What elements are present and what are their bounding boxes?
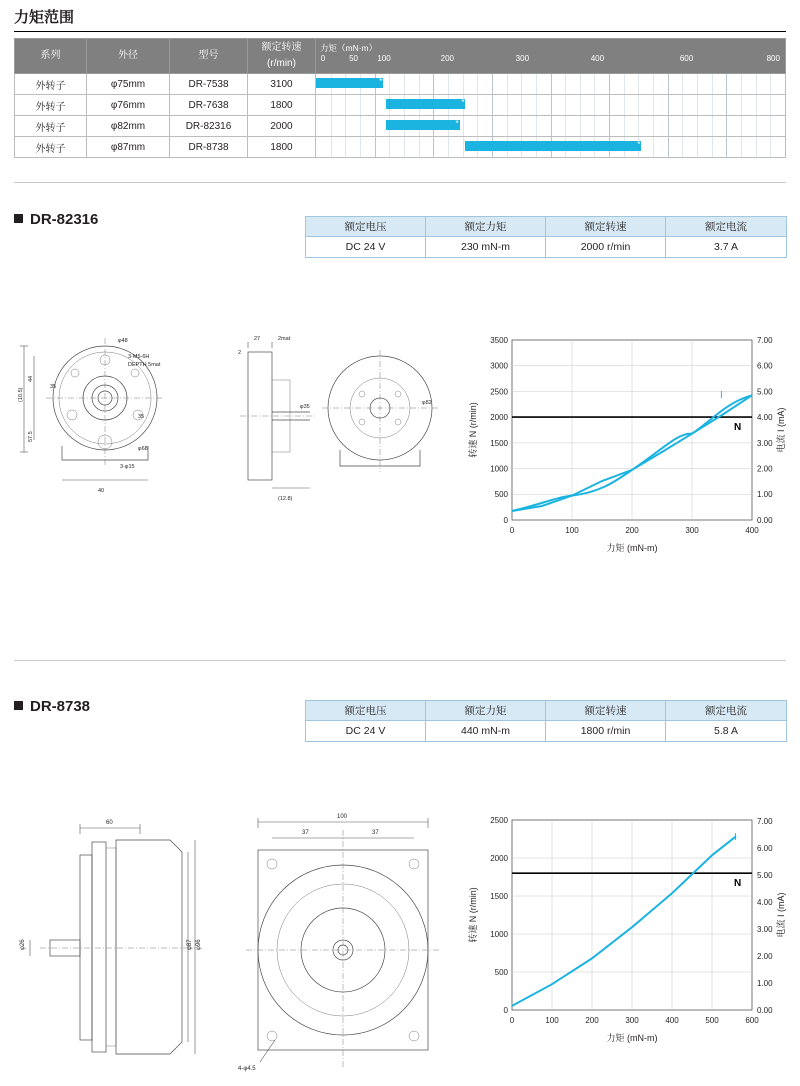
cell-model: DR-7638 [170,95,248,116]
spec-header-row [306,701,787,721]
cell-series: 外转子 [15,74,87,95]
svg-text:4.00: 4.00 [757,898,773,907]
svg-text:DEPTH 5mat: DEPTH 5mat [128,362,161,368]
spec-val-torque: 230 mN-m [426,237,546,258]
svg-text:37: 37 [302,830,309,836]
section-divider-2 [14,660,786,661]
cell-series: 外转子 [15,137,87,158]
spec-header-row [306,217,787,237]
bar-cap: * [379,77,383,86]
svg-text:3-φ15: 3-φ15 [120,464,135,470]
cell-bar [316,116,786,137]
svg-text:2500: 2500 [490,816,508,825]
cell-diameter: φ76mm [87,95,170,116]
bullet-square-icon [14,214,23,223]
page-title: 力矩范围 [14,9,75,26]
svg-text:φ82: φ82 [422,400,432,406]
svg-text:100: 100 [545,1016,559,1025]
svg-text:27: 27 [254,336,261,342]
model-title-1 [14,211,98,228]
table-header-row [15,39,786,74]
spec-val-current: 3.7 A [666,237,787,258]
cell-bar [316,95,786,116]
spec-val-torque: 440 mN-m [426,721,546,742]
svg-text:2500: 2500 [490,387,508,397]
cell-series: 外转子 [15,116,87,137]
spec-value-row [306,237,787,258]
spec-val-voltage: DC 24 V [306,237,426,258]
cell-diameter: φ75mm [87,74,170,95]
svg-text:35: 35 [50,384,57,390]
spec-col-current: 额定电流 [666,217,787,237]
spec-table-2 [305,700,787,742]
svg-text:φ87: φ87 [187,939,193,950]
model-name: DR-82316 [30,211,99,228]
spec-val-speed: 1800 r/min [546,721,666,742]
svg-text:0: 0 [503,516,508,525]
bar-cap: * [637,140,641,149]
svg-text:3-M5-6H: 3-M5-6H [128,354,150,360]
dimension-drawing-2 [10,800,450,1075]
svg-text:1000: 1000 [490,464,508,474]
spec-col-voltage: 额定电压 [306,217,426,237]
svg-text:力矩 (mN-m): 力矩 (mN-m) [606,543,658,553]
svg-text:2: 2 [238,350,242,356]
svg-text:2000: 2000 [490,854,508,863]
svg-text:0.00: 0.00 [757,1006,773,1015]
svg-text:600: 600 [745,1016,759,1025]
spec-val-voltage: DC 24 V [306,721,426,742]
bar-grid [316,74,785,94]
svg-text:35: 35 [138,414,145,420]
svg-text:I: I [720,390,723,401]
title-divider [14,31,786,32]
svg-text:3.00: 3.00 [757,439,773,448]
svg-text:2.00: 2.00 [757,464,773,474]
svg-text:400: 400 [745,526,759,535]
svg-text:力矩 (mN-m): 力矩 (mN-m) [606,1033,658,1043]
svg-text:100: 100 [337,814,348,820]
svg-text:5.00: 5.00 [757,387,773,397]
svg-text:3.00: 3.00 [757,925,773,934]
svg-text:0: 0 [509,526,515,535]
tick-300: 300 [515,54,530,63]
svg-text:1000: 1000 [490,930,508,939]
dimension-drawing-1 [10,320,450,530]
svg-text:1.00: 1.00 [757,490,773,499]
spec-col-speed: 额定转速 [546,217,666,237]
cell-bar [316,74,786,95]
svg-text:2mat: 2mat [278,336,291,342]
col-torque-scale [316,39,786,74]
torque-bar [465,141,641,151]
svg-text:4.00: 4.00 [757,413,773,422]
svg-text:300: 300 [685,526,699,535]
cell-bar [316,137,786,158]
table-row [15,74,786,95]
svg-text:7.00: 7.00 [757,817,773,826]
svg-text:0: 0 [509,1016,515,1025]
svg-text:7.00: 7.00 [757,336,773,345]
svg-text:3500: 3500 [490,336,508,345]
svg-text:100: 100 [565,526,579,535]
svg-text:1500: 1500 [490,439,508,448]
spec-col-torque: 额定力矩 [426,701,546,721]
svg-text:0.00: 0.00 [757,516,773,525]
svg-text:500: 500 [494,968,508,977]
svg-text:57.5: 57.5 [28,431,34,442]
col-diameter: 外径 [87,39,170,74]
tick-0: 0 [320,54,326,63]
svg-text:60: 60 [106,820,113,826]
torque-axis-label: 力矩（mN·m） [320,43,378,53]
tick-800: 800 [766,54,780,63]
bullet-square-icon [14,701,23,710]
spec-val-speed: 2000 r/min [546,237,666,258]
torque-bar [316,78,383,88]
svg-text:φ68: φ68 [138,446,148,452]
svg-text:500: 500 [494,490,508,499]
svg-text:1.00: 1.00 [757,979,773,988]
cell-diameter: φ87mm [87,137,170,158]
cell-model: DR-7538 [170,74,248,95]
cell-model: DR-82316 [170,116,248,137]
svg-text:200: 200 [625,526,639,535]
cell-speed: 1800 [248,137,316,158]
table-row [15,116,786,137]
cell-diameter: φ82mm [87,116,170,137]
tick-200: 200 [440,54,454,63]
spec-value-row [306,721,787,742]
spec-val-current: 5.8 A [666,721,787,742]
svg-text:电流 I (mA): 电流 I (mA) [776,892,786,938]
torque-range-table-wrap [14,38,786,158]
spec-col-torque: 额定力矩 [426,217,546,237]
svg-text:转速 N (r/min): 转速 N (r/min) [468,887,478,943]
cell-speed: 1800 [248,95,316,116]
col-model: 型号 [170,39,248,74]
svg-text:4-φ4.5: 4-φ4.5 [238,1066,256,1072]
svg-text:44: 44 [28,375,34,382]
performance-chart-2 [462,800,792,1050]
svg-text:2000: 2000 [490,413,508,422]
svg-text:200: 200 [585,1016,599,1025]
cell-speed: 2000 [248,116,316,137]
svg-text:6.00: 6.00 [757,844,773,853]
svg-text:400: 400 [665,1016,679,1025]
cell-model: DR-8738 [170,137,248,158]
cell-series: 外转子 [15,95,87,116]
svg-text:φ48: φ48 [118,338,128,344]
svg-text:N: N [734,422,742,433]
table-row [15,137,786,158]
svg-text:电流 I (mA): 电流 I (mA) [776,407,786,453]
bar-cap: * [461,98,465,107]
torque-bar [386,99,465,109]
col-speed: 额定转速 (r/min) [248,39,316,74]
tick-50: 50 [349,54,358,63]
table-body [15,74,786,158]
tick-400: 400 [590,54,605,63]
svg-text:0: 0 [503,1006,508,1015]
spec-col-voltage: 额定电压 [306,701,426,721]
torque-bar [386,120,459,130]
tick-100: 100 [377,54,391,63]
svg-text:6.00: 6.00 [757,361,773,371]
svg-text:(10.5): (10.5) [18,387,24,402]
svg-text:I: I [734,832,737,843]
model-name: DR-8738 [30,698,91,715]
svg-text:40: 40 [98,488,105,494]
svg-text:φ35: φ35 [300,404,310,410]
bar-cap: * [455,119,459,128]
svg-text:5.00: 5.00 [757,871,773,880]
table-row [15,95,786,116]
model-title-2 [14,698,90,715]
svg-text:300: 300 [625,1016,639,1025]
spec-col-speed: 额定转速 [546,701,666,721]
spec-col-current: 额定电流 [666,701,787,721]
svg-text:转速 N (r/min): 转速 N (r/min) [468,402,478,458]
svg-text:3000: 3000 [490,361,508,371]
svg-text:φ96: φ96 [196,939,202,950]
cell-speed: 3100 [248,74,316,95]
section-divider-1 [14,182,786,183]
svg-text:37: 37 [372,830,379,836]
svg-text:1500: 1500 [490,892,508,901]
svg-text:2.00: 2.00 [757,952,773,961]
col-series: 系列 [15,39,87,74]
torque-range-table [14,38,786,158]
spec-table-1 [305,216,787,258]
svg-text:N: N [734,878,742,889]
tick-600: 600 [679,54,694,63]
svg-text:500: 500 [705,1016,719,1025]
svg-text:(12.8): (12.8) [278,496,293,502]
performance-chart-1 [462,320,792,560]
svg-text:φ26: φ26 [20,939,26,950]
